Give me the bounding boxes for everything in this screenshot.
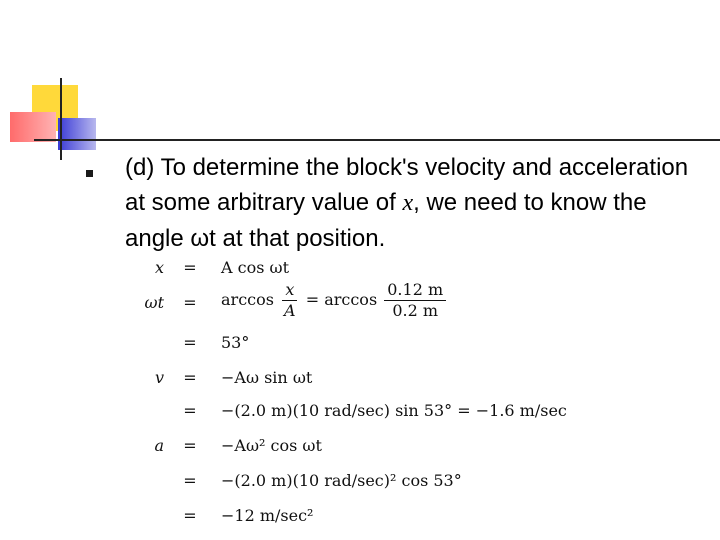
eq2-arccos-2: = arccos [305,290,378,309]
eq4-rhs: −Aω sin ωt [221,368,313,387]
eq5-rhs: −(2.0 m)(10 rad/sec) sin 53° = −1.6 m/sec [221,401,567,420]
eq2-arccos-1: arccos [221,290,274,309]
eq2-rel: = [183,293,197,312]
decor-blue-square [58,118,96,150]
eq8-rhs: −12 m/sec² [221,506,314,525]
eq7-rhs: −(2.0 m)(10 rad/sec)² cos 53° [221,471,462,490]
eq6-rel: = [183,436,197,455]
eq2-fraction-1 [281,280,299,321]
eq8-rel: = [183,506,197,525]
bullet-text-part2: , we need to know the angle ωt at that position. [125,189,647,252]
decor-vertical-line [60,78,62,160]
eq1-rhs: A cos ωt [221,258,290,277]
eq2-frac2-num: 0.12 m [384,280,446,301]
eq2-rhs [221,280,448,321]
eq2-frac2-den: 0.2 m [392,301,439,320]
decor-red-bar [10,112,56,142]
decor-horizontal-rule [34,139,720,141]
eq2-fraction-2 [384,280,446,321]
eq2-frac1-num: x [282,280,297,301]
bullet-paragraph [125,150,695,256]
eq7-rel: = [183,471,197,490]
eq1-lhs: x [154,258,164,277]
eq2-lhs: ωt [144,293,164,312]
bullet-text-part1: (d) To determine the block's velocity and acceleration at some arbitrary value of [125,154,689,216]
eq1-rel: = [183,258,197,277]
eq2-frac1-den: A [284,301,296,320]
eq3-rhs: 53° [221,333,250,352]
bullet-square-icon [86,170,93,177]
bullet-text-var: x [402,190,414,216]
eq4-rel: = [183,368,197,387]
eq4-lhs: v [154,368,164,387]
eq6-rhs: −Aω² cos ωt [221,436,322,455]
eq5-rel: = [183,401,197,420]
eq6-lhs: a [154,436,164,455]
eq3-rel: = [183,333,197,352]
